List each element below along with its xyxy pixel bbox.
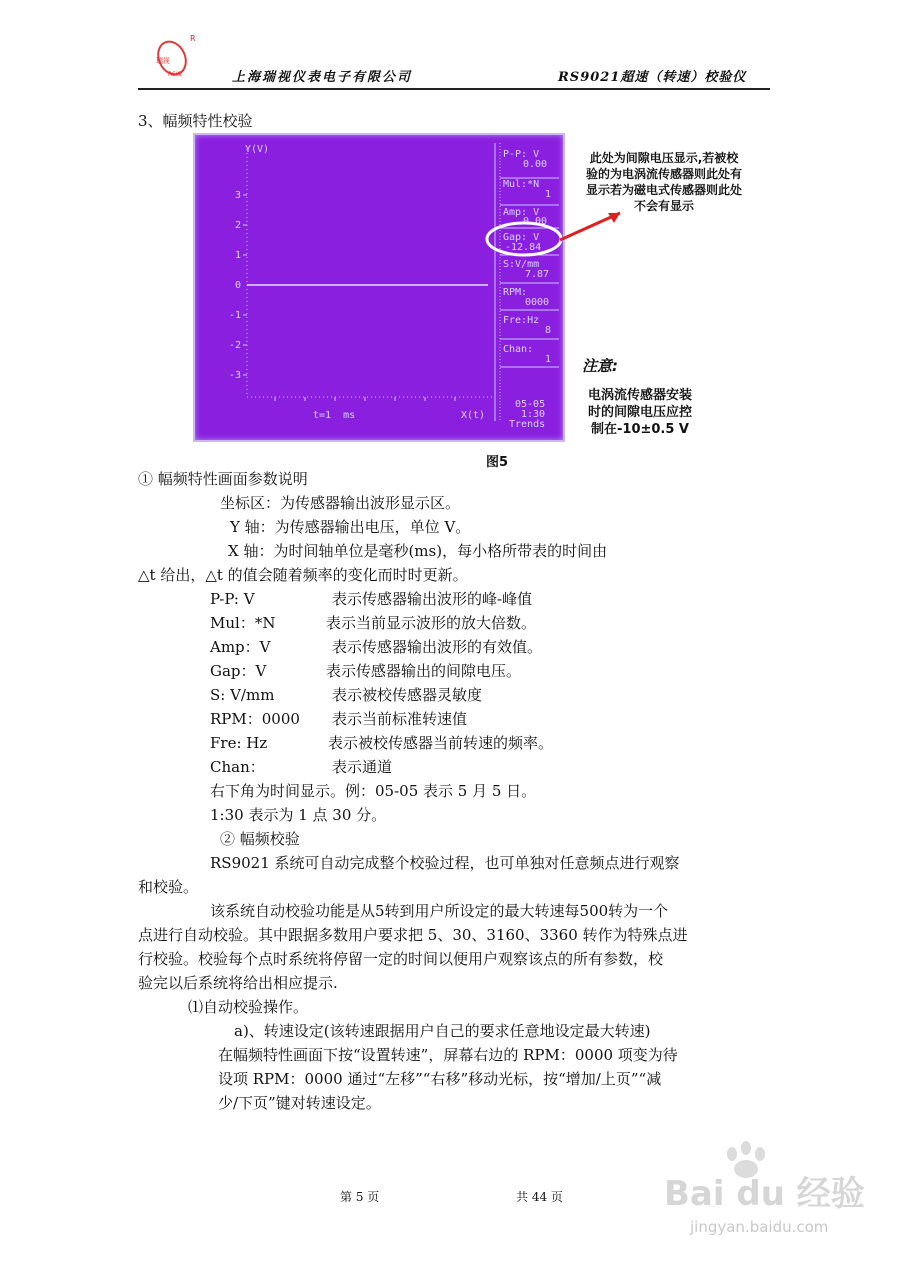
panel-mul-label: Mul:*N	[503, 179, 540, 190]
param-desc: 表示当前标准转速值	[332, 710, 468, 728]
param-key: RPM：0000	[210, 710, 300, 728]
panel-s-value: 7.87	[525, 269, 550, 280]
param-key: S: V/mm	[210, 686, 275, 704]
param-key: Gap：V	[210, 662, 267, 680]
panel-chan-label: Chan:	[503, 344, 534, 355]
note-title: 注意:	[582, 357, 618, 375]
text-line: 少/下页”键对转速设定。	[218, 1094, 381, 1112]
logo-text: 瑞视	[156, 57, 170, 65]
subsection-title: ① 幅频特性画面参数说明	[138, 470, 308, 488]
param-desc: 表示被校传感器灵敏度	[332, 686, 483, 704]
text-line: 点进行自动校验。其中跟据多数用户要求把 5、30、3160、3360 转作为特殊点进	[138, 926, 688, 944]
figure-caption: 图5	[486, 455, 509, 470]
y-tick: 3	[235, 190, 242, 201]
text-line: 该系统自动校验功能是从5转到用户所设定的最大转速每500转为一个	[210, 902, 669, 920]
screen-trends: Trends	[509, 419, 546, 430]
note-body	[572, 387, 708, 438]
footer-page: 第 5 页	[340, 1190, 380, 1204]
section-title: 3、幅频特性校验	[138, 112, 253, 130]
text-line: 在幅频特性画面下按“设置转速”，屏幕右边的 RPM：0000 项变为待	[218, 1046, 678, 1064]
panel-pp-value: 0.00	[523, 159, 548, 170]
header-product: RS9021超速（转速）校验仪	[558, 70, 747, 85]
subsection-title: ② 幅频校验	[220, 830, 300, 848]
text-line: 坐标区：为传感器输出波形显示区。	[220, 494, 461, 512]
text-line: 和校验。	[138, 878, 199, 896]
panel-s-label: S:V/mm	[503, 259, 540, 270]
text-line: △t 给出，△t 的值会随着频率的变化而时时更新。	[138, 566, 468, 584]
footer-total: 共 44 页	[516, 1190, 563, 1204]
x-delta-label: t=1 ms	[313, 410, 356, 421]
text-line: ⑴自动校验操作。	[188, 998, 309, 1016]
panel-rpm-label: RPM:	[503, 287, 528, 298]
param-desc: 表示传感器输出的间隙电压。	[326, 662, 522, 680]
param-desc: 表示当前显示波形的放大倍数。	[326, 614, 537, 632]
y-tick: 2	[235, 220, 242, 231]
panel-rpm-value: 0000	[525, 297, 550, 308]
gap-callout-line: 不会有显示	[633, 199, 694, 213]
panel-gap-value: -12.84	[505, 242, 542, 253]
gap-callout-line: 显示若为磁电式传感器则此处	[585, 183, 742, 197]
y-tick: 1	[235, 250, 242, 261]
param-key: Chan：	[210, 758, 265, 776]
gap-callout-line: 验的为电涡流传感器则此处有	[585, 167, 742, 181]
company-logo	[150, 36, 196, 80]
header-company: 上海瑞视仪表电子有限公司	[232, 70, 413, 85]
watermark-url: jingyan.baidu.com	[690, 1218, 829, 1236]
text-line: 1:30 表示为 1 点 30 分。	[210, 806, 387, 824]
note-line: 时的间隙电压应控	[587, 405, 692, 420]
note-line: 制在-10±0.5 V	[591, 422, 689, 437]
header-rule	[138, 88, 770, 90]
y-axis-title: Y(V)	[245, 144, 270, 155]
param-desc: 表示传感器输出波形的峰-峰值	[332, 590, 533, 608]
param-key: P-P: V	[210, 590, 255, 608]
screen-time: 1:30	[521, 409, 546, 420]
note-line: 电涡流传感器安装	[587, 388, 692, 403]
panel-gap-label: Gap: V	[503, 232, 540, 243]
panel-fre-label: Fre:Hz	[503, 315, 540, 326]
text-line: 右下角为时间显示。例：05-05 表示 5 月 5 日。	[210, 782, 537, 800]
param-desc: 表示传感器输出波形的有效值。	[332, 638, 543, 656]
text-line: a)、转速设定(该转速跟据用户自己的要求任意地设定最大转速)	[234, 1022, 651, 1040]
panel-amp-label: Amp: V	[503, 207, 540, 218]
panel-pp-label: P-P: V	[503, 149, 540, 160]
text-line: X 轴：为时间轴单位是毫秒(ms)，每小格所带表的时间由	[228, 542, 608, 560]
gap-callout-line: 此处为间隙电压显示,若被校	[589, 151, 739, 165]
y-tick: -2	[229, 340, 242, 351]
y-tick: -1	[229, 310, 242, 321]
panel-amp-value: 0.00	[523, 216, 548, 227]
logo-registered-mark: R	[190, 34, 196, 43]
panel-chan-value: 1	[545, 354, 552, 365]
x-axis-title: X(t)	[461, 410, 486, 421]
panel-fre-value: 8	[545, 325, 552, 336]
gap-callout	[566, 150, 762, 214]
panel-mul-value: 1	[545, 189, 552, 200]
watermark-brand: Bai du 经验	[664, 1174, 865, 1214]
param-key: Amp：V	[210, 638, 271, 656]
text-line: 行校验。校验每个点时系统将停留一定的时间以便用户观察该点的所有参数，校	[138, 950, 664, 968]
y-tick: 0	[235, 280, 242, 291]
text-line: RS9021 系统可自动完成整个校验过程，也可单独对任意频点进行观察	[210, 854, 680, 872]
text-line: 验完以后系统将给出相应提示.	[138, 974, 338, 992]
logo-sub: RSIS	[168, 71, 182, 78]
y-tick: -3	[229, 370, 242, 381]
screen-date: 05-05	[515, 399, 546, 410]
param-desc: 表示被校传感器当前转速的频率。	[328, 734, 554, 752]
param-desc: 表示通道	[332, 758, 393, 776]
text-line: Y 轴：为传感器输出电压，单位 V。	[230, 518, 471, 536]
text-line: 设项 RPM：0000 通过“左移”“右移”移动光标，按“增加/上页”“减	[218, 1070, 662, 1088]
param-key: Mul：*N	[210, 614, 276, 632]
param-key: Fre: Hz	[210, 734, 268, 752]
